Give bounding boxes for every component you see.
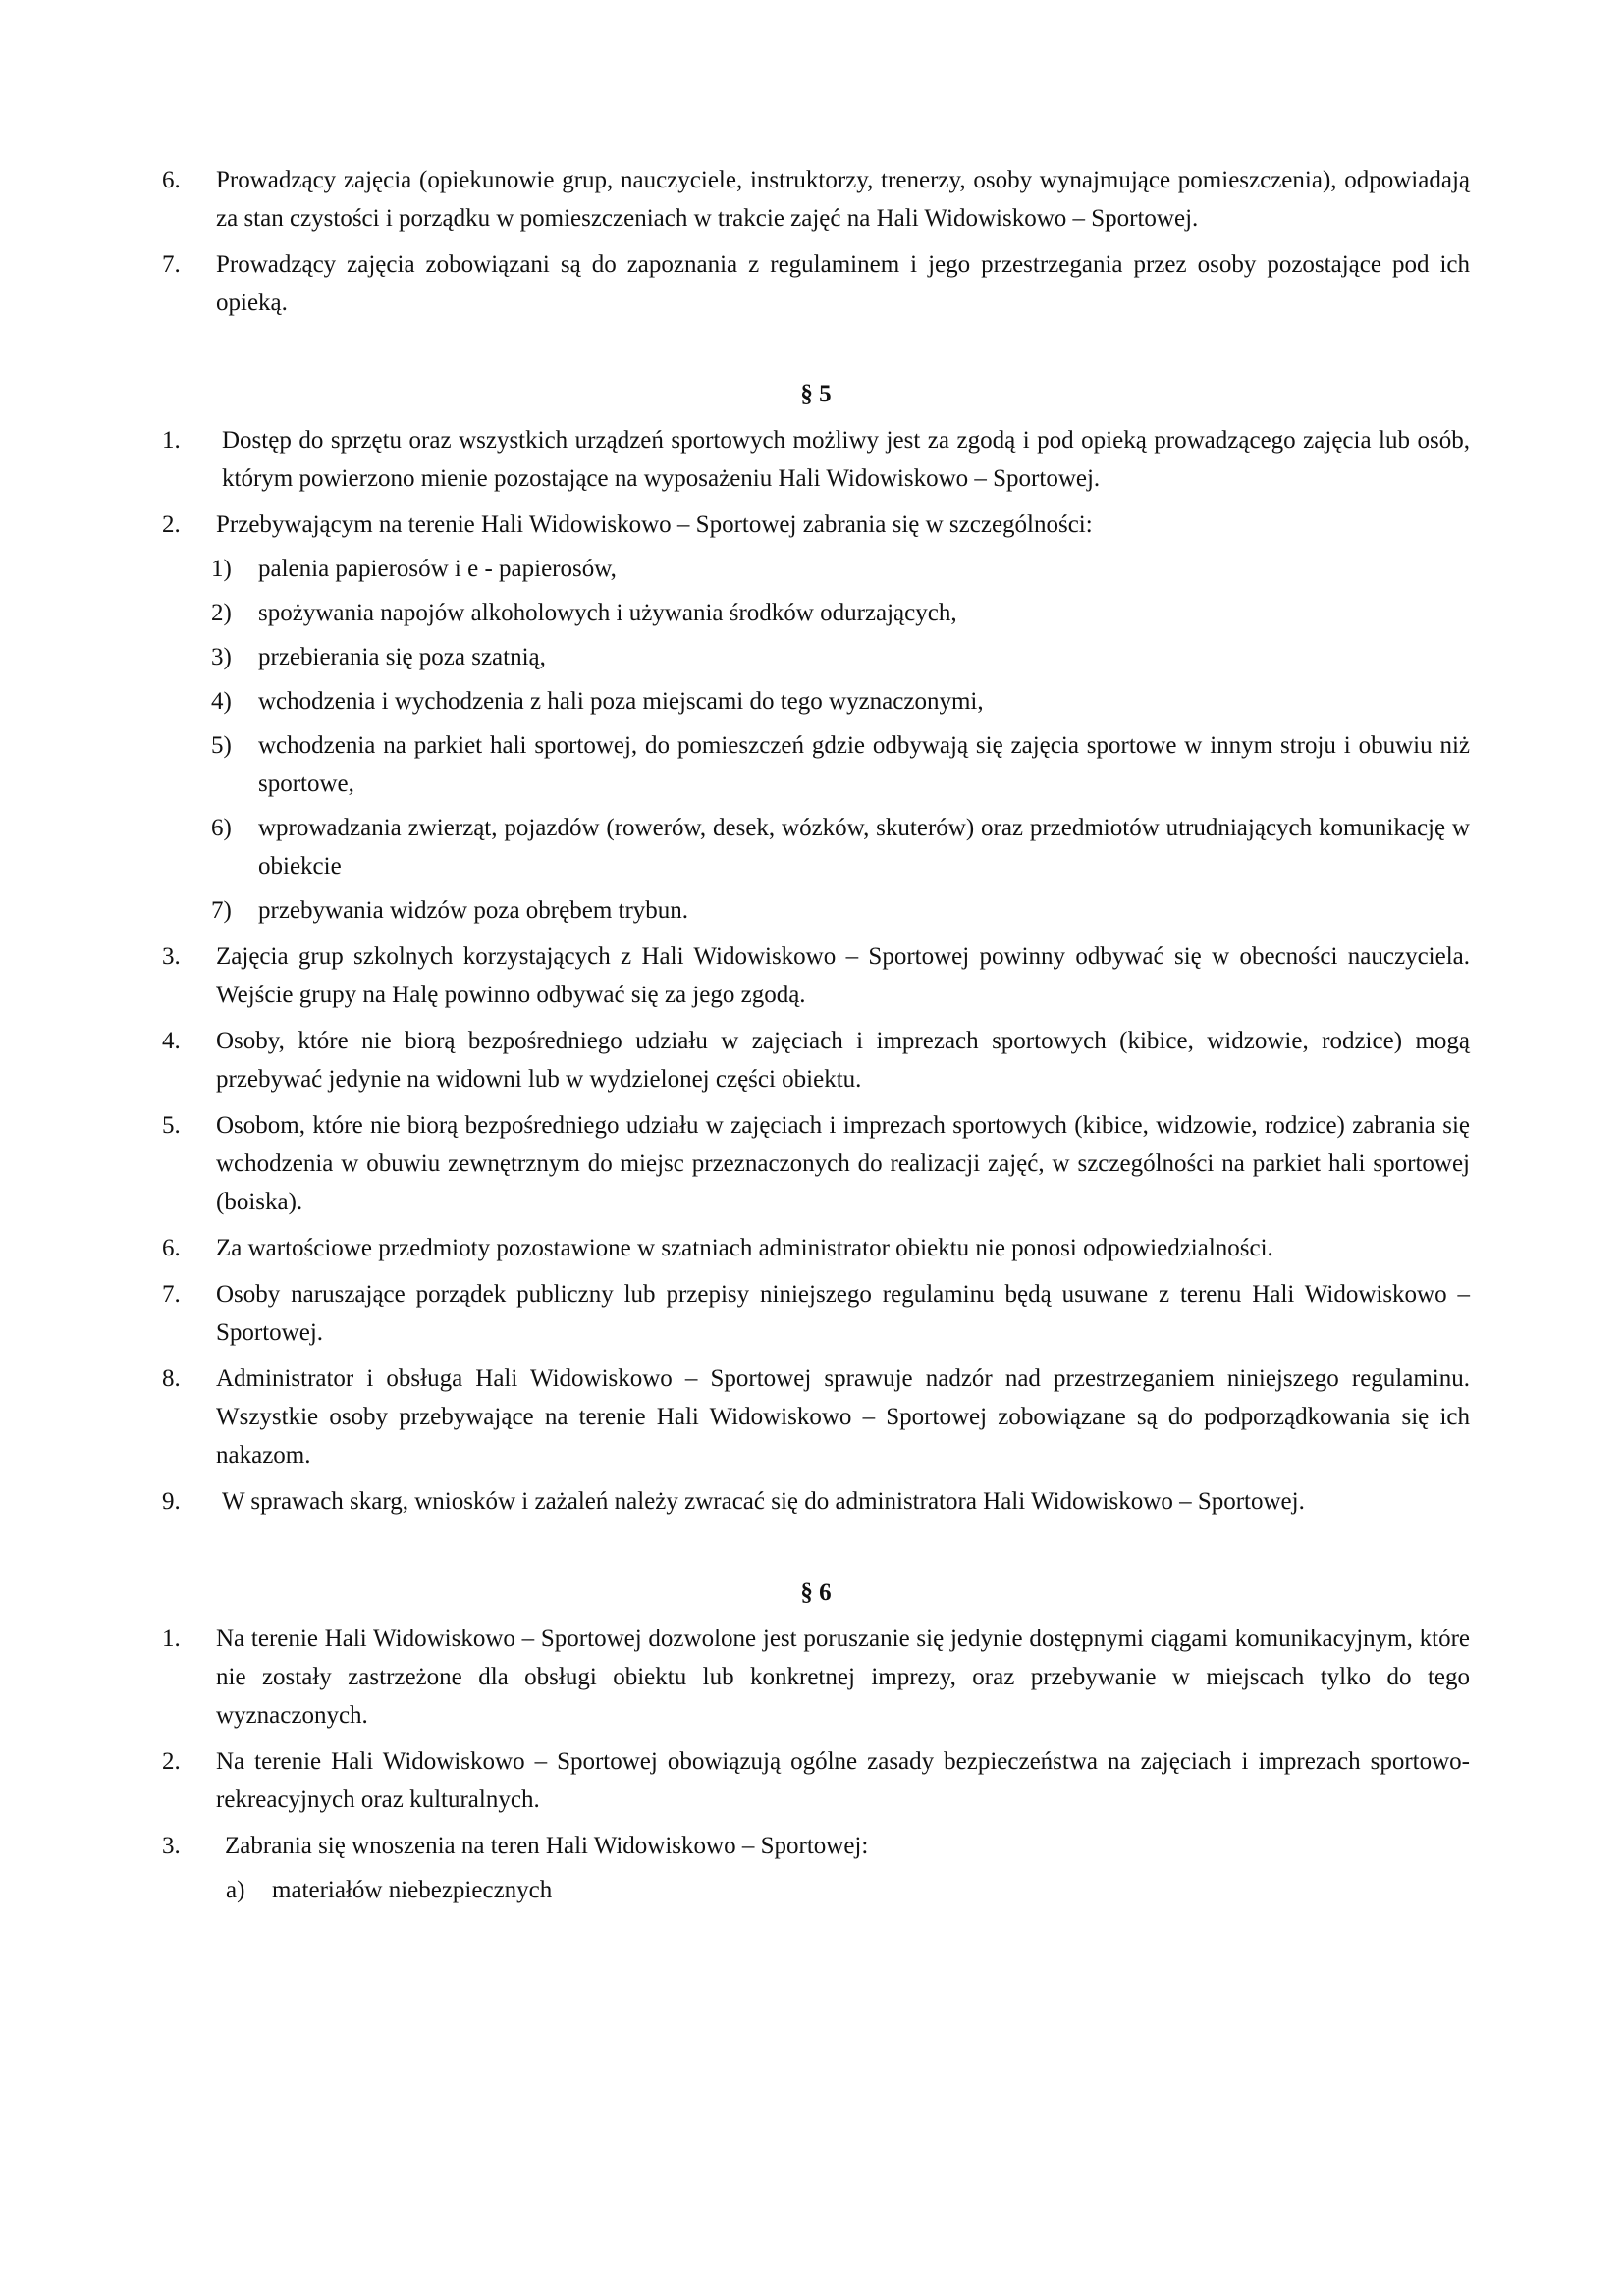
sublist-item-6 [162,809,1470,885]
item-number: 1. [162,1626,181,1652]
list-item-sec6-2 [162,1742,1470,1819]
item-number: 4. [162,1028,181,1054]
list-item-sec4-6 [162,161,1470,238]
item-number: 9. [162,1488,181,1515]
item-text: Na terenie Hali Widowiskowo – Sportowej obowiązują ogólne zasady bezpieczeństwa na zajęciach i imprezach sportowo-rekreacyjnych oraz kulturalnych. [216,1748,1470,1813]
subitem-number: 1) [211,556,232,582]
section-heading-5: § 5 [800,381,832,407]
subitem-text: wchodzenia na parkiet hali sportowej, do pomieszczeń gdzie odbywają się zajęcia sportowe w innym stroju i obuwiu niż sportowe, [258,732,1470,797]
sublist-item-5 [162,726,1470,803]
list-item-sec5-2 [162,506,1470,544]
item-text: Osoby, które nie biorą bezpośredniego udziału w zajęciach i imprezach sportowych (kibice, widzowie, rodzice) mogą przebywać jedynie na widowni lub w wydzielonej części obiektu. [216,1028,1470,1093]
item-text: W sprawach skarg, wniosków i zażaleń należy zwracać się do administratora Hali Widowiskowo – Sportowej. [222,1488,1305,1515]
sublist-prohibited-items [162,1871,1470,1909]
list-item-sec5-3 [162,937,1470,1014]
list-item-sec5-7 [162,1275,1470,1352]
list-item-sec5-1 [162,421,1470,498]
list-item-sec4-7 [162,245,1470,322]
sublist-item-3 [162,638,1470,676]
item-number: 7. [162,251,181,278]
subitem-number: 4) [211,688,232,715]
item-text: Prowadzący zajęcia (opiekunowie grup, nauczyciele, instruktorzy, trenerzy, osoby wynajmujące pomieszczenia), odpowiadają za stan czystości i porządku w pomieszczeniach w trakcie zajęć na Hali Widowiskowo – Sportowej. [216,167,1470,232]
list-item-sec5-5 [162,1106,1470,1221]
page-content [162,161,1470,1917]
subitem-number: 7) [211,897,232,924]
item-number: 3. [162,943,181,970]
item-number: 6. [162,167,181,193]
list-item-sec5-4 [162,1022,1470,1098]
subitem-text: spożywania napojów alkoholowych i używania środków odurzających, [258,600,957,626]
subitem-text: przebierania się poza szatnią, [258,644,546,670]
item-number: 2. [162,511,181,538]
subitem-number: a) [226,1877,245,1903]
sublist-item-4 [162,682,1470,721]
item-number: 3. [162,1833,181,1859]
item-text: Dostęp do sprzętu oraz wszystkich urządzeń sportowych możliwy jest za zgodą i pod opieką prowadzącego zajęcia lub osób, którym powierzono mienie pozostające na wyposażeniu Hali Widowiskowo – Sportowej. [222,427,1470,492]
item-text: Administrator i obsługa Hali Widowiskowo – Sportowej sprawuje nadzór nad przestrzeganiem niniejszego regulaminu. Wszystkie osoby przebywające na terenie Hali Widowiskowo – Sportowej zobowiązane są do podporządkowania się ich nakazom. [216,1365,1470,1468]
subitem-text: materiałów niebezpiecznych [272,1877,553,1903]
subitem-text: palenia papierosów i e - papierosów, [258,556,617,582]
list-item-sec6-1 [162,1620,1470,1735]
item-text: Zabrania się wnoszenia na teren Hali Widowiskowo – Sportowej: [225,1833,869,1859]
item-number: 7. [162,1281,181,1308]
item-text: Osoby naruszające porządek publiczny lub przepisy niniejszego regulaminu będą usuwane z terenu Hali Widowiskowo – Sportowej. [216,1281,1470,1346]
item-text: Osobom, które nie biorą bezpośredniego udziału w zajęciach i imprezach sportowych (kibice, widzowie, rodzice) zabrania się wchodzenia w obuwiu zewnętrznym do miejsc przeznaczonych do realizacji zajęć, w szczególności na parkiet hali sportowej (boiska). [216,1112,1470,1215]
subitem-text: wprowadzania zwierząt, pojazdów (rowerów, desek, wózków, skuterów) oraz przedmiotów utrudniających komunikację w obiekcie [258,815,1470,880]
sublist-item-2 [162,594,1470,632]
item-number: 6. [162,1235,181,1261]
list-item-sec5-6 [162,1229,1470,1267]
list-item-sec5-9 [162,1482,1470,1521]
subitem-number: 6) [211,815,232,841]
section-heading-6: § 6 [800,1579,832,1606]
item-text: Prowadzący zajęcia zobowiązani są do zapoznania z regulaminem i jego przestrzegania przez osoby pozostające pod ich opieką. [216,251,1470,316]
sublist-item-1 [162,550,1470,588]
subitem-number: 5) [211,732,232,759]
list-item-sec6-3 [162,1827,1470,1865]
subitem-number: 2) [211,600,232,626]
item-text: Zajęcia grup szkolnych korzystających z Hali Widowiskowo – Sportowej powinny odbywać się w obecności nauczyciela. Wejście grupy na Halę powinno odbywać się za jego zgodą. [216,943,1470,1008]
item-number: 2. [162,1748,181,1775]
item-text: Za wartościowe przedmioty pozostawione w szatniach administrator obiektu nie ponosi odpowiedzialności. [216,1235,1273,1261]
item-text: Na terenie Hali Widowiskowo – Sportowej dozwolone jest poruszanie się jedynie dostępnymi ciągami komunikacyjnym, które nie zostały zastrzeżone dla obsługi obiektu lub konkretnej imprezy, oraz przebywanie w miejscach tylko do tego wyznaczonych. [216,1626,1470,1729]
subitem-text: przebywania widzów poza obrębem trybun. [258,897,689,924]
sublist-prohibitions [162,550,1470,930]
item-number: 1. [162,427,181,454]
item-text: Przebywającym na terenie Hali Widowiskowo – Sportowej zabrania się w szczególności: [216,511,1093,538]
item-number: 5. [162,1112,181,1139]
item-number: 8. [162,1365,181,1392]
sublist-item-7 [162,891,1470,930]
subitem-number: 3) [211,644,232,670]
subitem-text: wchodzenia i wychodzenia z hali poza miejscami do tego wyznaczonymi, [258,688,984,715]
list-item-sec5-8 [162,1360,1470,1474]
sublist-item-a [162,1871,1470,1909]
